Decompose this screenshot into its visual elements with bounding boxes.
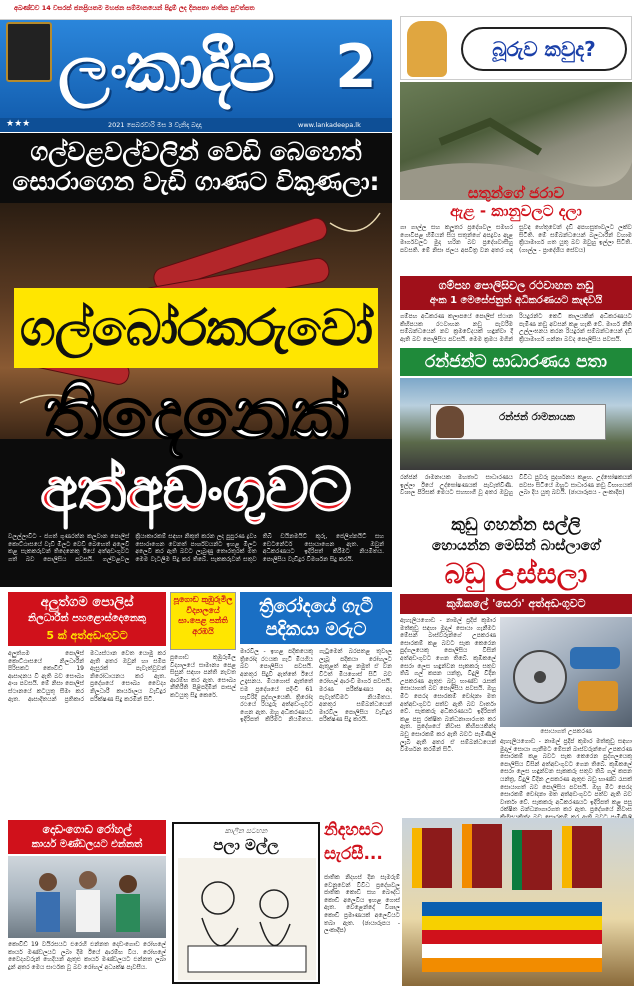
story-dodangoda — [8, 820, 166, 985]
kudu-tools-photo — [500, 617, 632, 727]
protest-portrait-icon — [436, 406, 464, 438]
nidahasa-headline-line2: සැරසී... — [324, 844, 383, 864]
award-badge-icon — [6, 22, 52, 82]
canal-headline-line1: සතුන්ගේ ජරාව — [467, 184, 565, 202]
ranjan-body: රන්ජන් රාමනායක මහතාට සාධාරණය ඉල්ලා ඊයේ උද්ඝෝෂණයක් පැවැත්විණි. විශාල පිරිසක් මෙයට සහභාගී වූ අතර ඔවුහු විවිධ පුවරු ප්‍රදර්ශනය කළහ. උද්ඝෝෂකයන් පවසා සිටියේ ඔහුට සාධාරණ නඩු විභාගයක් ලබා දිය යුතු බවයි. (ඡායාරූපය - ලංකාදීප) — [400, 474, 632, 497]
story-canal — [400, 82, 632, 272]
kudu-headline-line1: කුඩු ගහන්න සල්ලි — [451, 515, 581, 535]
pugoda-body: පූගොඩ කුඹුරුමිල විද්‍යාලයේ සාමාන්‍ය පෙළ සිසුන් සඳහා පන්ති නැවත ආරම්භ කර ඇත. සෞඛ්‍ය නීතිරීති පිළිපදිමින් පාසල් කටයුතු සිදු කෙරේ. — [170, 654, 236, 699]
nidahasa-body: ජාතික නිදහස් දින සැමරුම් වෙනුවෙන් විවිධ ප්‍රදේශවල ජාතික කොඩි සහ බෞද්ධ කොඩි අලෙවිය ඉහළ ගොස් ඇත. වෙළෙන්දෝ විශාල කොඩි ප්‍රමාණයක් අලෙවියට තබා ඇත. (ඡායාරූපය - ලංකාදීප) — [324, 874, 400, 935]
kudu-headline-line2: හොයන්න මෙසින් බාස්ලාගේ — [431, 538, 601, 554]
dodangoda-headline-line1: දොඩංගොඩ රෝහල් — [42, 823, 132, 836]
kudu-photo-caption: සොයාගත් උපකරණ — [540, 728, 592, 735]
masthead-tagline-bar — [0, 0, 392, 20]
ranjan-headline: රන්ජන්ට සාධාරණය පතා — [425, 352, 607, 372]
kudu-body-col2: ඇහැලියගොඩ - නාමල් ප්‍රදීප් කුමාර මත්කුඩු සඳහා මුදල් සොයා ගැනීමට මේසන් බාස්වරුන්ගේ උපකරණ සොරකම් කළ බවට සැක කෙරෙන පුද්ගලයෙකු පොලිසිය විසින් අත්අඩංගුවට ගෙන තිබේ. කුඹිකලේ සෙරා ලෙස හඳුන්වන සැකකරු සතුව තිබී ගල් කපන යන්ත්‍ර, විදුලි විදින උපකරණ ඇතුළු බඩු භාණ්ඩ රැසක් සොයාගත් බව පොලිසිය පවසයි. ඔහු මීට පෙරද සොරකම් චෝදනා මත අත්අඩංගුවට පත්ව ඇති බව වාර්තා වේ. සැකකරු අධිකරණයට ඉදිරිපත් කළ පසු රක්ෂිත බන්ධනාගාරගත කර ඇත. ප්‍රදේශයේ නිවාස — [500, 738, 632, 814]
story-kudu — [400, 512, 632, 812]
lead-story — [0, 133, 392, 587]
trirodaya-headline-line2: පදිකයා මරුට — [265, 619, 367, 640]
pugoda-headline: පූගොඩ කුඹුරුමිල විද්‍යාලයේ සා.පෙළ පන්ති අරඹයි — [173, 595, 233, 636]
kudu-sub-headline: කුඹිකලේ 'සෙරා' අත්අඩංගුවට — [446, 597, 586, 610]
dodangoda-headline-line2: කාර්ය මණ්ඩලයට එන්නත් — [31, 839, 143, 850]
trirodaya-body: මාරවිල - ඉහළ පදිකයෙකු ත්‍රිරෝද රථයක ගැටී මියගිය බව පොලිසිය පවසයි. අනතුර සිදුවී ඇත්තේ ඊයේ උදෑසනය. මියගොස් ඇත්තේ එම ප්‍රදේශයේ පදිංචි 61 හැවිරිදි පුද්ගලයෙකි. ත්‍රිරෝද රථයේ රියදුරු අත්අඩංගුවට ගෙන ඇත. ඔහු අධිකරණයට ඉදිරිපත් කිරීමට නියමිතය. ගැටුමෙන් බරපතළ තුවාල ලැබූ පදිකයා රෝහලට ඇතුළත් කළ නමුත් ඒ වන විටත් මියගොස් සිටි බව රෝහල් ආරංචි මාර්ග පවසයි. මරණ පරීක්ෂණය අද පැවැත්වීමට නියමිතය. අනතුර සම්බන්ධයෙන් මාරවිල පොලිසිය වැඩිදුර පරීක්ෂණ සිදු කරයි. — [240, 648, 392, 724]
national-flags-icon — [402, 818, 634, 986]
story-gampaha — [400, 276, 632, 346]
aluthgama-headline-line2: නිලධාරීන් පහළොස්දෙනෙකු — [28, 613, 146, 624]
cartoon-bottom-subtitle: කාලීන සටහන — [224, 827, 268, 835]
masthead-tagline: අඛණ්ඩව 14 වසරක් ජනප්‍රියතම මහජන සම්මානයෙන් පිදුම් ලද දිනපතා ජාතික පුවත්පත — [14, 4, 255, 12]
masthead-logo-area — [0, 20, 392, 118]
lead-big-headline-2: තිදෙනෙක් — [43, 371, 349, 455]
website-link[interactable]: www.lankadeepa.lk — [298, 121, 361, 129]
masthead — [0, 0, 392, 140]
cartoon-top-title: බූරුව කවුද? — [461, 27, 627, 71]
gampaha-headline-line2: අංක 1 මෙසේජනුත් අධිකරණයට කැඳවයි — [429, 295, 603, 306]
dateline-bar — [0, 118, 392, 132]
cartoon-bottom-title: පලා මල්ල — [213, 836, 279, 854]
canal-headline-line2: ඇළ - කානුවලට දලා — [450, 202, 582, 220]
kudu-headline-big: බඩු උස්සලා — [444, 557, 588, 590]
story-ranjan — [400, 348, 632, 510]
cartoon-top — [400, 16, 632, 80]
kudu-body-col1: ඇහැලියගොඩ - නාමල් ප්‍රදීප් කුමාර මත්කුඩු සඳහා මුදල් සොයා ගැනීමට මේසන් බාස්වරුන්ගේ උපකරණ සොරකම් කළ බවට සැක කෙරෙන පුද්ගලයෙකු පොලිසිය විසින් අත්අඩංගුවට ගෙන තිබේ. කුඹිකලේ සෙරා ලෙස හඳුන්වන සැකකරු සතුව තිබී ගල් කපන යන්ත්‍ර, විදුලි විදින උපකරණ ඇතුළු බඩු භාණ්ඩ රැසක් සොයාගත් බව පොලිසිය පවසයි. ඔහු මීට පෙරද සොරකම් චෝදනා මත අත්අඩංගුවට පත්ව ඇති බව වාර්තා වේ. සැකකරු අධිකරණයට ඉදිරිපත් කළ පසු රක්ෂිත බන්ධනාගාරගත කර ඇත. ප්‍රදේශයේ නිවාස කිහිපයකින්ද බඩු සොරකම් කර ඇති බවට පැමිණිලි ලැබී ඇති අතර ඒ සම්බන්ධයෙන් විමර්ශන කරමින් සිටී. — [400, 617, 496, 754]
gampaha-body: ගම්පහ අධිකරණ කලාපයේ පොලිස් ස්ථාන කිහිපයක රථවාහන නඩු පැවරීම සම්බන්ධයෙන් නව ක්‍රමවේදයක් හඳුන්වා දී ඇති බව පොලිසිය පවසයි. මෙම ක්‍රමය මගින් රියදුරන්ට කෙටි කාලයකින් අධිකරණයට පැමිණ නඩු අවසන් කළ හැකි වේ. මාර්ග නීති උල්ලංඝනය කරන රියදුරන් සම්බන්ධයෙන් දැඩි ක්‍රියාමාර්ග ගන්නා බවද පොලිසිය පවසයි. — [400, 313, 632, 343]
story-trirodaya — [240, 592, 392, 812]
cartoon-bottom — [172, 822, 320, 984]
canal-photo — [400, 82, 632, 200]
date-line: 2021 පෙබරවාරි මස 3 වැනිදා බදාදා — [108, 121, 202, 129]
lead-headline-line2: සොරාගෙන වැඩි ගාණට විකුණලා: — [12, 167, 380, 196]
story-pugoda — [170, 592, 236, 812]
ranjan-protest-photo — [400, 378, 632, 470]
rating-stars: ★★★ — [6, 119, 31, 129]
story-nidahasa — [324, 818, 400, 988]
nidahasa-headline-line1: නිදහසට — [324, 820, 384, 840]
lead-body: වලල්ලාවිට - ජගත් ගුණරත්න කලවාන පොලිස් කොට්ඨාසයේ වැඩි මිලට වෙඩි බෙහෙත් අලෙවි කළ සැකකරුවන් තිදෙනෙකු ඊයේ අත්අඩංගුවට ගත් බව පොලිසිය පවසයි. ගල්වළවල ක්‍රියාකාරකම් සඳහා නිකුත් කරන ලද පුපුරණ ද්‍රව්‍ය සොරාගෙන වෙනත් පාර්ශ්වයන්ට ඉහළ මිලට අලෙවි කර ඇති බවට ලැබුණු තොරතුරක් මත මෙම වැටලීම සිදු කර තිබේ. සැකකරුවන් සතුව තිබී ඩයිනමයිට් කූරු, ජෙලිග්නයිට් සහ ඩෙටනේටර් සොයාගෙන ඇත. ඔවුන් අධිකරණයට ඉදිරිපත් කිරීමට නියමිතය. පොලිසිය වැඩිදුර විමර්ශන සිදු කරයි. — [8, 533, 384, 563]
power-tools-icon — [500, 617, 632, 727]
lead-big-headline-1-text: ගල්බෝරකරුවෝ — [19, 299, 373, 357]
trirodaya-headline-line1: ත්‍රිරෝදයේ ගැටී — [259, 596, 373, 617]
lead-big-headline-3: අත්අඩංගුවට — [40, 455, 352, 525]
protest-banner-text: රන්ජන් රාමනායක — [499, 412, 575, 423]
vaccination-photo — [8, 856, 166, 938]
donkey-icon — [407, 21, 447, 77]
cartoon-sketch-icon — [178, 858, 316, 980]
flags-photo — [402, 818, 634, 986]
dodangoda-body: කොවිඩ් 19 වයිරසයට එරෙහි එන්නත දොඩංගොඩ රෝහලේ කාර්ය මණ්ඩලයට ලබා දීම ඊයේ ආරම්භ විය. රෝහලේ වෛද්‍යවරුන් හෙදියන් ඇතුළු කාර්ය මණ්ඩලයට එන්නත ලබා දුන් අතර මෙය සාර්ථක වූ බව රෝහල් අධ්‍යක්ෂ පැවසීය. — [8, 941, 166, 971]
edition-number: 2 — [335, 32, 377, 102]
story-aluthgama — [8, 592, 166, 812]
aluthgama-body: අලුත්ගම පොලිස් කොට්ඨාසයේ නිලධාරීන් පිරිසකට කොවිඩ් 19 ආසාදනය වී ඇති බව සෞඛ්‍ය අංශ පවසයි. මේ නිසා පොලිස් ස්ථානයේ කටයුතු සීමා කර ඇත. ආසාදිතයන් ප්‍රතිකාර මධ්‍යස්ථාන වෙත යොමු කර ඇති අතර ඔවුන් හා සමීප ඇසුරක් පැවැත්වූවන් නිරෝධායනය කර ඇත. ප්‍රදේශයේ සෞඛ්‍ය වෛද්‍ය නිලධාරී කාර්යාලය වැඩිදුර පරීක්ෂණ සිදු කරමින් සිටී. — [8, 650, 166, 703]
paper-logo: ලංකාදීප — [58, 28, 273, 107]
gampaha-headline-line1: ගම්පහ පොලිසිවල රථවාහන නඩු — [438, 279, 594, 292]
aluthgama-headline-line1: අලුත්ගම පොලිස් — [40, 595, 134, 610]
lead-headline-line1: ගල්වළවල්වලින් වෙඩි බෙහෙත් — [30, 137, 362, 166]
medical-staff-icon — [8, 856, 166, 938]
canal-body: ගා ගාල්ල සහ කලුතර ප්‍රදේශවල සමහර ගොවිපළ හිමියන් සිය සතුන්ගේ අපද්‍රව්‍ය ඇළ මාර්ගවලට මුදා හරින බව ප්‍රදේශවාසීහු පවසති. මේ නිසා ජලය අපවිත්‍ර වන අතර ගඳ සුවඳ හේතුවෙන් දැඩි අපහසුතාවලට ලක්ව සිටිති. මේ සම්බන්ධයෙන් බලධාරීන් වහාම ක්‍රියාමාර්ග ගත යුතු බව ඔවුහු ඉල්ලා සිටිති. (ගාල්ල - ප්‍රාදේශීය සේවය) — [400, 224, 632, 254]
aluthgama-headline-line3: 5 ක් අත්අඩංගුවට — [46, 629, 128, 642]
